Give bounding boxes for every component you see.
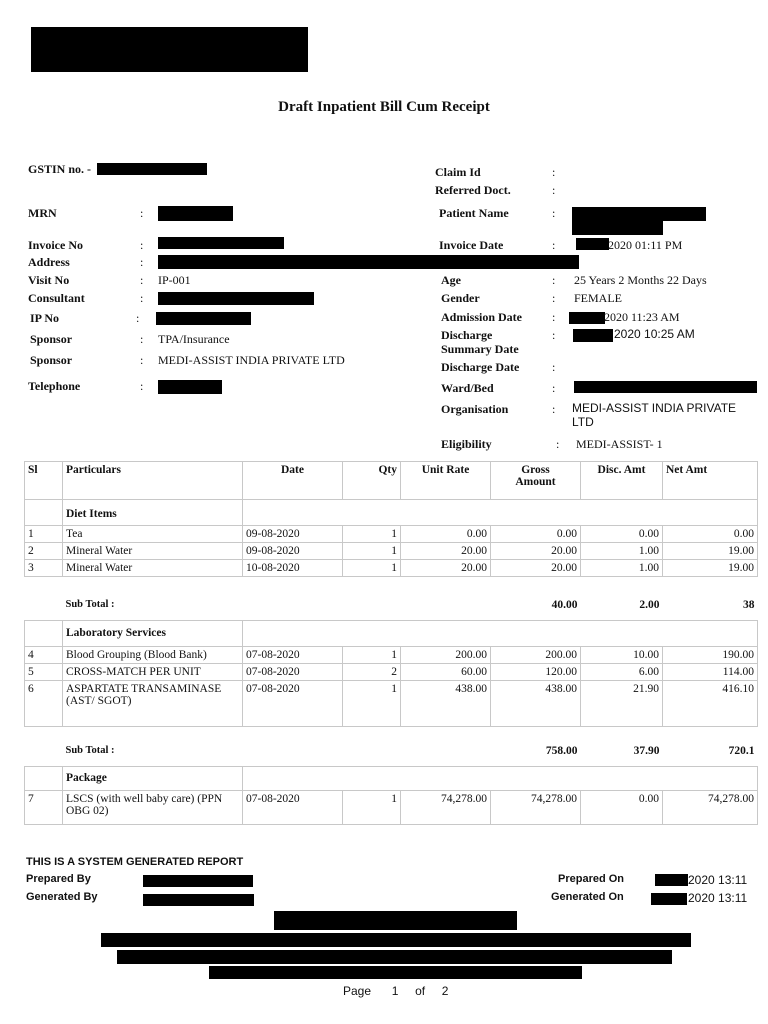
- table-cell: 5: [25, 664, 63, 681]
- claim-id-label: Claim Id: [435, 165, 481, 179]
- eligibility-value: MEDI-ASSIST- 1: [576, 437, 663, 451]
- header-gross: Gross: [521, 464, 550, 476]
- subtotal-net: 38: [743, 598, 755, 611]
- table-cell: 120.00: [491, 664, 581, 681]
- table-cell: 1: [343, 526, 401, 543]
- table-cell: [243, 621, 758, 647]
- table-cell: 1: [343, 647, 401, 664]
- invoice-no-label: Invoice No: [28, 238, 83, 252]
- table-cell: 19.00: [663, 543, 758, 560]
- subtotal-label: Sub Total :: [65, 598, 115, 610]
- document-title: Draft Inpatient Bill Cum Receipt: [278, 99, 490, 115]
- table-cell: 438.00: [491, 681, 581, 727]
- table-cell: 6.00: [581, 664, 663, 681]
- spacer-row: [25, 727, 758, 743]
- age-value: 25 Years 2 Months 22 Days: [574, 273, 707, 287]
- invoice-date-value: 2020 01:11 PM: [608, 238, 683, 252]
- admission-date-value: 2020 11:23 AM: [604, 310, 680, 324]
- prepared-by-label: Prepared By: [26, 873, 91, 885]
- section-row: [25, 621, 758, 647]
- table-cell: 6: [25, 681, 63, 727]
- mrn-label: MRN: [28, 206, 57, 220]
- ward-bed-label: Ward/Bed: [441, 381, 494, 395]
- table-row: [25, 791, 758, 825]
- redacted-generated-on: [651, 893, 687, 905]
- prepared-on-value: 2020 13:11: [688, 873, 748, 887]
- table-cell: 20.00: [401, 560, 491, 577]
- table-cell: 07-08-2020: [243, 664, 343, 681]
- colon: :: [552, 402, 556, 416]
- colon: :: [140, 206, 144, 220]
- discharge-summary-label-line2: Summary Date: [441, 342, 519, 356]
- table-cell: 2: [25, 543, 63, 560]
- table-cell: 0.00: [491, 526, 581, 543]
- table-cell: [25, 727, 758, 743]
- redacted-prepared-by: [143, 875, 253, 887]
- page-current: 1: [391, 984, 399, 998]
- gender-value: FEMALE: [574, 291, 622, 305]
- generated-by-label: Generated By: [26, 891, 98, 903]
- table-cell: 1.00: [581, 543, 663, 560]
- table-cell: 74,278.00: [401, 791, 491, 825]
- visit-no-label: Visit No: [28, 273, 70, 287]
- redacted-patient-name: [572, 207, 706, 221]
- organisation-value: MEDI-ASSIST INDIA PRIVATE: [572, 401, 737, 415]
- table-cell: 0.00: [581, 791, 663, 825]
- header-amount: Amount: [515, 476, 556, 488]
- generated-on-label: Generated On: [551, 891, 624, 903]
- subtotal-label: Sub Total :: [65, 744, 115, 756]
- section-row: [25, 500, 758, 526]
- redacted-logo: [31, 27, 308, 72]
- telephone-label: Telephone: [28, 379, 81, 393]
- redacted-mrn: [158, 206, 233, 221]
- table-cell: 1: [343, 681, 401, 727]
- section-row: [25, 767, 758, 791]
- table-cell: 2: [343, 664, 401, 681]
- sponsor-label: Sponsor: [30, 332, 73, 346]
- table-cell: 0.00: [401, 526, 491, 543]
- subtotal-disc: 2.00: [639, 598, 660, 611]
- colon: :: [140, 353, 144, 367]
- header-sl: Sl: [25, 462, 63, 500]
- table-row: [25, 664, 758, 681]
- ip-no-label: IP No: [30, 311, 60, 325]
- page-total: 2: [441, 984, 449, 998]
- discharge-summary-value: 2020 10:25 AM: [614, 327, 695, 341]
- section-name: Package: [63, 767, 243, 791]
- colon: :: [552, 381, 556, 395]
- table-cell: 438.00: [401, 681, 491, 727]
- colon: :: [136, 311, 140, 325]
- generated-on-value: 2020 13:11: [688, 891, 748, 905]
- colon: :: [140, 273, 144, 287]
- table-cell: [243, 743, 491, 767]
- colon: :: [552, 291, 556, 305]
- discharge-date-label: Discharge Date: [441, 360, 520, 374]
- table-cell: 200.00: [401, 647, 491, 664]
- colon: :: [140, 332, 144, 346]
- table-cell: 1.00: [581, 560, 663, 577]
- table-row: [25, 647, 758, 664]
- colon: :: [552, 238, 556, 252]
- table-cell: 21.90: [581, 681, 663, 727]
- subtotal-disc: 37.90: [633, 744, 660, 757]
- table-cell: 200.00: [491, 647, 581, 664]
- table-cell: ASPARTATE TRANSAMINASE (AST/ SGOT): [63, 681, 243, 727]
- colon: :: [552, 165, 556, 179]
- eligibility-label: Eligibility: [441, 437, 492, 451]
- table-cell: CROSS-MATCH PER UNIT: [63, 664, 243, 681]
- table-header-row: [25, 462, 758, 500]
- table-cell: [25, 743, 63, 767]
- table-cell: 114.00: [663, 664, 758, 681]
- page-label: Page: [343, 984, 372, 998]
- table-cell: [25, 577, 758, 597]
- table-cell: [243, 767, 758, 791]
- table-cell: 1: [343, 560, 401, 577]
- redacted-invoice-date: [576, 238, 609, 250]
- sponsor-label: Sponsor: [30, 353, 73, 367]
- table-cell: 4: [25, 647, 63, 664]
- table-cell: 10.00: [581, 647, 663, 664]
- visit-no-value: IP-001: [158, 273, 191, 287]
- redacted-invoice-no: [158, 237, 284, 249]
- table-row: [25, 560, 758, 577]
- subtotal-row: [25, 743, 758, 767]
- address-label: Address: [28, 255, 70, 269]
- section-name: Diet Items: [63, 500, 243, 526]
- page-indicator: [343, 984, 448, 998]
- table-cell: 0.00: [663, 526, 758, 543]
- table-cell: 416.10: [663, 681, 758, 727]
- table-cell: 07-08-2020: [243, 647, 343, 664]
- redacted-prepared-on: [655, 874, 688, 886]
- table-cell: 1: [343, 791, 401, 825]
- redacted-footer-line-4: [209, 966, 582, 979]
- table-cell: 3: [25, 560, 63, 577]
- table-cell: Tea: [63, 526, 243, 543]
- prepared-on-label: Prepared On: [558, 873, 625, 885]
- redacted-admission-date: [569, 312, 605, 324]
- referred-doctor-label: Referred Doct.: [435, 183, 511, 197]
- redacted-gstin: [97, 163, 207, 175]
- colon: :: [140, 291, 144, 305]
- table-row: [25, 526, 758, 543]
- table-cell: [25, 767, 63, 791]
- gender-label: Gender: [441, 291, 480, 305]
- table-cell: [25, 621, 63, 647]
- colon: :: [140, 238, 144, 252]
- subtotal-net: 720.1: [728, 744, 755, 757]
- table-cell: 20.00: [491, 560, 581, 577]
- spacer-row: [25, 577, 758, 597]
- redacted-footer-line-3: [117, 950, 672, 964]
- table-cell: Blood Grouping (Blood Bank): [63, 647, 243, 664]
- section-name: Laboratory Services: [63, 621, 243, 647]
- consultant-label: Consultant: [28, 291, 85, 305]
- table-row: [25, 543, 758, 560]
- table-cell: 10-08-2020: [243, 560, 343, 577]
- header-qty: Qty: [343, 462, 401, 500]
- redacted-consultant: [158, 292, 314, 305]
- table-cell: 74,278.00: [663, 791, 758, 825]
- header-particulars: Particulars: [63, 462, 243, 500]
- table-cell: [243, 597, 491, 621]
- colon: :: [140, 255, 144, 269]
- table-row: [25, 681, 758, 727]
- subtotal-gross: 40.00: [551, 598, 578, 611]
- table-cell: 09-08-2020: [243, 543, 343, 560]
- discharge-summary-label: Discharge: [441, 328, 493, 342]
- redacted-telephone: [158, 380, 222, 394]
- subtotal-gross: 758.00: [545, 744, 578, 757]
- redacted-address: [158, 255, 579, 269]
- invoice-date-label: Invoice Date: [439, 238, 504, 252]
- colon: :: [552, 310, 556, 324]
- header-gross-amount: [491, 462, 581, 500]
- colon: :: [552, 206, 556, 220]
- table-cell: 07-08-2020: [243, 791, 343, 825]
- table-cell: 1: [25, 526, 63, 543]
- redacted-generated-by: [143, 894, 254, 906]
- organisation-value-line2: LTD: [572, 415, 594, 429]
- table-cell: Mineral Water: [63, 560, 243, 577]
- table-cell: 09-08-2020: [243, 526, 343, 543]
- table-cell: Mineral Water: [63, 543, 243, 560]
- subtotal-row: [25, 597, 758, 621]
- patient-name-label: Patient Name: [439, 206, 509, 220]
- table-cell: 20.00: [491, 543, 581, 560]
- header-disc-amt: Disc. Amt: [581, 462, 663, 500]
- bill-table: [24, 461, 758, 825]
- table-cell: 190.00: [663, 647, 758, 664]
- age-label: Age: [441, 273, 461, 287]
- header-unit-rate: Unit Rate: [401, 462, 491, 500]
- redacted-ward-bed: [574, 381, 757, 393]
- organisation-label: Organisation: [441, 402, 509, 416]
- colon: :: [552, 360, 556, 374]
- table-cell: LSCS (with well baby care) (PPN OBG 02): [63, 791, 243, 825]
- colon: :: [552, 328, 556, 342]
- sponsor-type-value: TPA/Insurance: [158, 332, 230, 346]
- redacted-discharge-summary-date: [573, 329, 613, 342]
- table-cell: [243, 500, 758, 526]
- table-cell: [25, 500, 63, 526]
- table-cell: 20.00: [401, 543, 491, 560]
- page-of: of: [415, 984, 426, 998]
- admission-date-label: Admission Date: [441, 310, 523, 324]
- table-cell: 60.00: [401, 664, 491, 681]
- colon: :: [556, 437, 560, 451]
- table-cell: 74,278.00: [491, 791, 581, 825]
- table-cell: 0.00: [581, 526, 663, 543]
- table-cell: 7: [25, 791, 63, 825]
- table-cell: [25, 597, 63, 621]
- redacted-footer-line-1: [274, 911, 517, 930]
- gstin-label: GSTIN no. -: [28, 162, 92, 176]
- header-date: Date: [243, 462, 343, 500]
- colon: :: [552, 183, 556, 197]
- table-cell: 19.00: [663, 560, 758, 577]
- table-cell: 07-08-2020: [243, 681, 343, 727]
- redacted-ip-no: [156, 312, 251, 325]
- redacted-patient-name-line2: [572, 220, 663, 235]
- sponsor-name-value: MEDI-ASSIST INDIA PRIVATE LTD: [158, 353, 345, 367]
- redacted-footer-line-2: [101, 933, 691, 947]
- system-generated-note: THIS IS A SYSTEM GENERATED REPORT: [26, 856, 244, 868]
- colon: :: [552, 273, 556, 287]
- colon: :: [140, 379, 144, 393]
- header-net-amt: Net Amt: [663, 462, 758, 500]
- table-cell: 1: [343, 543, 401, 560]
